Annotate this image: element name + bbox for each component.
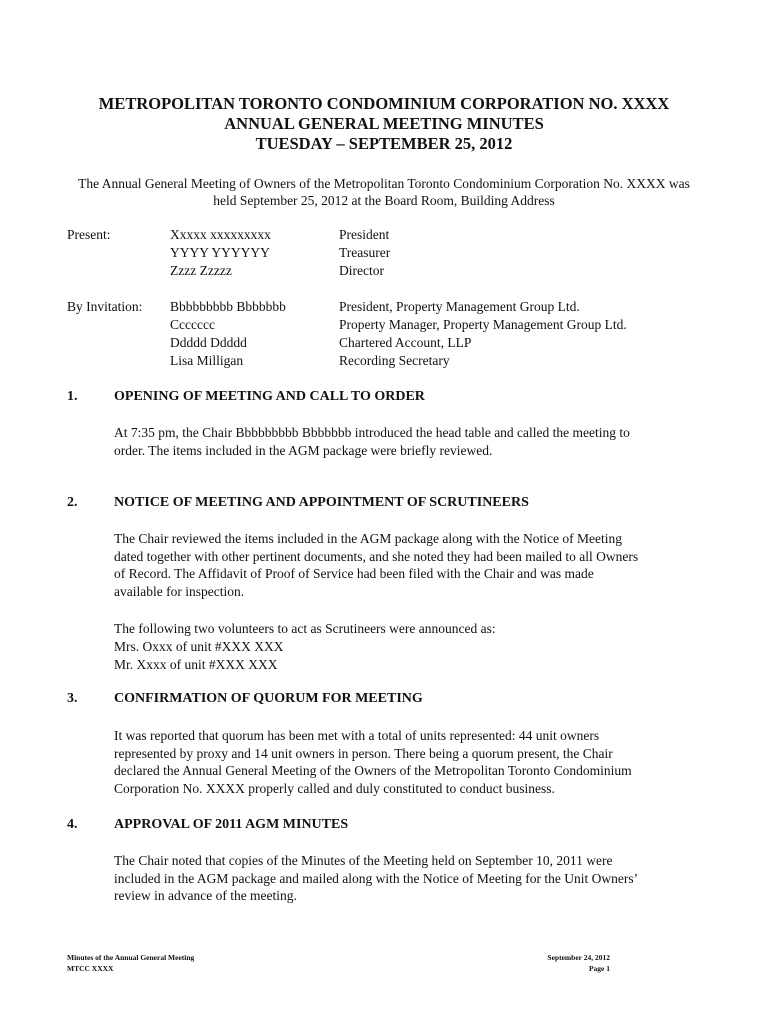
section-paragraph: [114, 424, 700, 459]
paragraph-line: review in advance of the meeting.: [114, 888, 297, 903]
footer-document-name: Minutes of the Annual General Meeting: [67, 953, 195, 962]
paragraph-line: declared the Annual General Meeting of the Owners of the Metropolitan Toronto Condominium: [114, 763, 632, 778]
paragraph-line: of Record. The Affidavit of Proof of Service had been filed with the Chair and was made: [114, 566, 594, 581]
paragraph-line: It was reported that quorum has been met with a total of units represented: 44 unit owners: [114, 728, 600, 743]
section-paragraph: [114, 852, 700, 905]
attendee-name: Xxxxx xxxxxxxxx: [170, 227, 271, 242]
attendee-role: Recording Secretary: [339, 353, 450, 368]
title-meeting: ANNUAL GENERAL MEETING MINUTES: [224, 114, 544, 133]
section-paragraph: [114, 727, 700, 797]
invitation-label: By Invitation:: [67, 299, 143, 314]
section-paragraph: [114, 530, 700, 600]
attendee-role: Property Manager, Property Management Group Ltd.: [339, 317, 627, 332]
paragraph-line: The Chair noted that copies of the Minutes of the Meeting held on September 10, 2011 were: [114, 853, 613, 868]
paragraph-line: At 7:35 pm, the Chair Bbbbbbbbb Bbbbbbb introduced the head table and called the meeting to: [114, 425, 630, 440]
attendee-row: [67, 334, 707, 352]
section-paragraph: [114, 620, 700, 638]
title-date: TUESDAY – SEPTEMBER 25, 2012: [255, 134, 513, 153]
paragraph-line: Corporation No. XXXX properly called and duly constituted to conduct business.: [114, 780, 555, 796]
attendee-name: Zzzz Zzzzz: [170, 263, 232, 278]
section-title: OPENING OF MEETING AND CALL TO ORDER: [114, 389, 425, 404]
section-number: 2.: [67, 495, 78, 510]
footer-left: [67, 952, 327, 974]
paragraph-line: available for inspection.: [114, 583, 245, 599]
scrutineer-list: [114, 638, 700, 673]
paragraph-line: included in the AGM package and mailed along with the Notice of Meeting for the Unit Owners’: [114, 870, 639, 886]
footer-date: September 24, 2012: [547, 953, 610, 962]
scrutineer-item: Mrs. Oxxx of unit #XXX XXX: [114, 639, 284, 654]
attendee-name: YYYY YYYYYY: [170, 245, 270, 260]
present-label: Present:: [67, 227, 111, 242]
paragraph-line: order. The items included in the AGM package were briefly reviewed.: [114, 442, 493, 458]
footer-page-number: Page 1: [588, 964, 610, 973]
attendee-name: Lisa Milligan: [170, 353, 244, 368]
section-title: NOTICE OF MEETING AND APPOINTMENT OF SCRUTINEERS: [114, 495, 529, 510]
attendee-role: Treasurer: [339, 245, 391, 260]
section-number: 3.: [67, 691, 78, 706]
footer-right: [470, 952, 610, 974]
paragraph-line: The following two volunteers to act as Scrutineers were announced as:: [114, 621, 496, 636]
section-title: CONFIRMATION OF QUORUM FOR MEETING: [114, 691, 423, 706]
title-corporation: METROPOLITAN TORONTO CONDOMINIUM CORPORATION NO. XXXX: [98, 94, 670, 113]
attendee-role: Director: [339, 263, 384, 278]
attendee-name: Ccccccc: [170, 317, 215, 332]
scrutineer-item: Mr. Xxxx of unit #XXX XXX: [114, 656, 278, 672]
attendee-row: [67, 298, 707, 316]
footer-corporation: MTCC XXXX: [67, 964, 114, 973]
attendee-role: Chartered Account, LLP: [339, 335, 472, 350]
section-number: 1.: [67, 389, 78, 404]
attendee-name: Ddddd Ddddd: [170, 335, 247, 350]
section-title: APPROVAL OF 2011 AGM MINUTES: [114, 817, 349, 832]
paragraph-line: The Chair reviewed the items included in the AGM package along with the Notice of Meeting: [114, 531, 622, 546]
document-title: [40, 94, 728, 154]
attendee-row: [67, 352, 707, 370]
present-block: [67, 226, 707, 280]
paragraph-line: dated together with other pertinent documents, and she noted they had been mailed to all Owners: [114, 548, 639, 564]
attendee-role: President: [339, 227, 390, 242]
intro-paragraph: The Annual General Meeting of Owners of the Metropolitan Toronto Condominium Corporation No. XXXX was held September 25, 2012 at the Board Room, Building Address: [78, 176, 690, 208]
section-number: 4.: [67, 817, 78, 832]
paragraph-line: represented by proxy and 14 unit owners in person. There being a quorum present, the Chair: [114, 745, 613, 761]
attendee-role: President, Property Management Group Ltd.: [339, 299, 580, 314]
invitation-block: [67, 298, 707, 370]
attendee-name: Bbbbbbbbb Bbbbbbb: [170, 299, 286, 314]
attendee-row: [67, 262, 707, 280]
attendee-row: [67, 226, 707, 244]
attendee-row: [67, 244, 707, 262]
attendee-row: [67, 316, 707, 334]
